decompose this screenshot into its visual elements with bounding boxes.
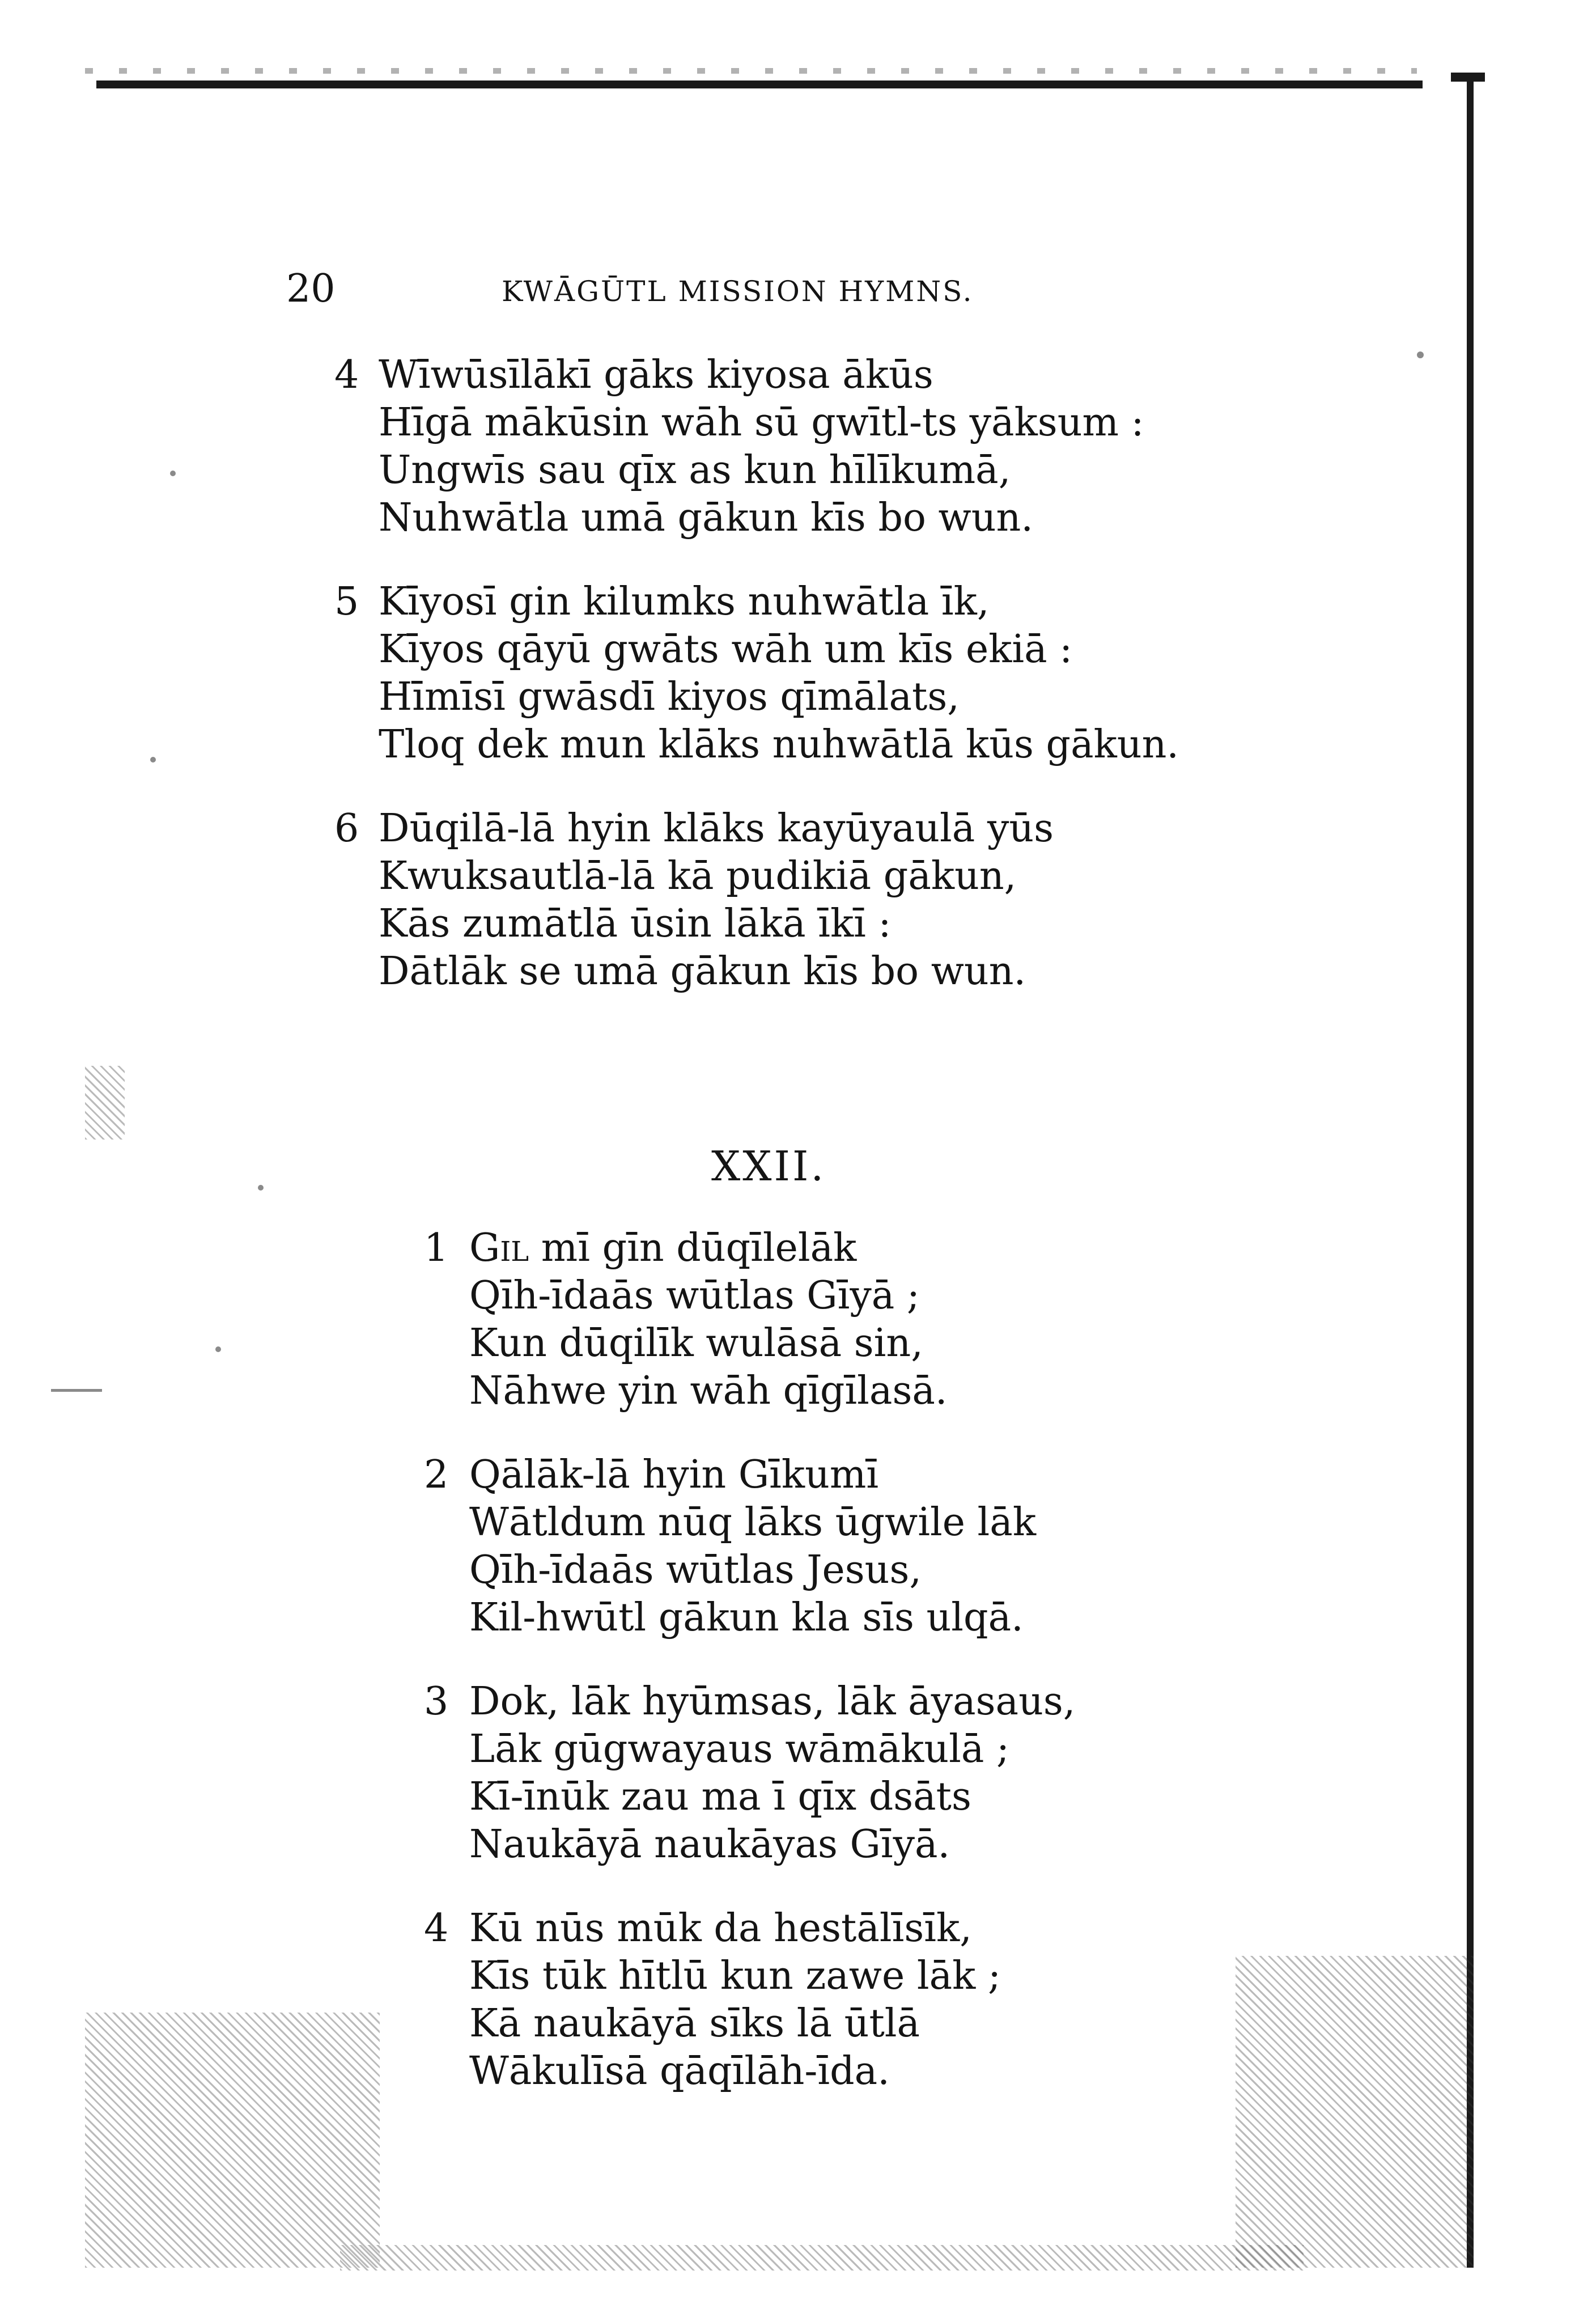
verse-line: Dātlāk se umā gākun kīs bo wun.: [379, 949, 1026, 994]
verse-number: 3: [424, 1679, 449, 1724]
top-rule: [96, 81, 1423, 88]
verse-number: 2: [424, 1452, 449, 1497]
verse-line: Wākulīsā qāqīlāh-īda.: [469, 2049, 890, 2094]
scan-bleed: [85, 1066, 125, 1140]
scan-mark: [51, 1389, 102, 1392]
verse-line: Kīyosī gin kilumks nuhwātla īk,: [379, 579, 990, 624]
verse-block: [469, 1678, 1075, 1869]
verse-line: Kun dūqilīk wulāsā sin,: [469, 1321, 923, 1366]
scan-speck: [258, 1185, 264, 1191]
scan-speck: [1417, 351, 1424, 358]
scan-speck: [170, 471, 176, 476]
scan-bleed: [1236, 1956, 1474, 2268]
verse-line: Kās zumātlā ūsin lākā īkī :: [379, 901, 892, 946]
verse-line: Lāk gūgwayaus wāmākulā ;: [469, 1727, 1009, 1772]
scan-speck: [150, 757, 156, 763]
verse-number: 6: [334, 806, 359, 851]
verse-block: [469, 1905, 1001, 2095]
verse-line: Qīh-īdaās wūtlas Jesus,: [469, 1548, 922, 1592]
verse-line: Wīwūsīlākī gāks kiyosa ākūs: [379, 353, 933, 397]
hymn-title: XXII.: [711, 1142, 826, 1190]
verse-number: 5: [334, 579, 359, 624]
verse-block: [379, 578, 1179, 769]
verse-block: [379, 351, 1144, 542]
verse-line: Kū nūs mūk da hestālīsīk,: [469, 1906, 972, 1951]
verse-line: Wātldum nūq lāks ūgwile lāk: [469, 1500, 1037, 1545]
verse-line-rest: mī gīn dūqīlelāk: [529, 1226, 857, 1270]
verse-line: Nāhwe yin wāh qīgīlasā.: [469, 1369, 948, 1413]
running-head: KWĀGŪTL MISSION HYMNS.: [502, 275, 974, 308]
verse-line: Hīgā mākūsin wāh sū gwītl-ts yāksum :: [379, 400, 1144, 445]
verse-number: 4: [334, 353, 359, 397]
page-number: 20: [286, 266, 336, 311]
drop-word: Gil: [469, 1226, 529, 1270]
verse-line: Kwuksautlā-lā kā pudikiā gākun,: [379, 854, 1017, 899]
verse-line: Dūqilā-lā hyin klāks kayūyaulā yūs: [379, 806, 1054, 851]
verse-line: Kā naukāyā sīks lā ūtlā: [469, 2001, 920, 2046]
scan-speckle-top: [85, 68, 1417, 74]
verse-number: 4: [424, 1906, 449, 1951]
verse-number: 1: [424, 1226, 449, 1270]
verse-line: Hīmīsī gwāsdī kiyos qīmālats,: [379, 675, 960, 719]
verse-line: Ungwīs sau qīx as kun hīlīkumā,: [379, 448, 1011, 493]
verse-block: [379, 805, 1054, 996]
verse-line: Tloq dek mun klāks nuhwātlā kūs gākun.: [379, 722, 1179, 767]
verse-line: Naukāyā naukāyas Gīyā.: [469, 1822, 950, 1867]
verse-line: Kil-hwūtl gākun kla sīs ulqā.: [469, 1595, 1024, 1640]
verse-line: [469, 1225, 948, 1272]
verse-line: Nuhwātla umā gākun kīs bo wun.: [379, 495, 1033, 540]
verse-line: Kīs tūk hītlū kun zawe lāk ;: [469, 1954, 1001, 1998]
verse-line: Kīyos qāyū gwāts wāh um kīs ekiā :: [379, 627, 1073, 672]
scan-speck: [215, 1346, 221, 1352]
verse-line: Dok, lāk hyūmsas, lāk āyasaus,: [469, 1679, 1076, 1724]
scan-bleed: [340, 2245, 1304, 2271]
verse-line: Qīh-īdaās wūtlas Gīyā ;: [469, 1273, 920, 1318]
verse-line: Qālāk-lā hyin Gīkumī: [469, 1452, 879, 1497]
verse-line: Kī-īnūk zau ma ī qīx dsāts: [469, 1774, 971, 1819]
verse-block: [469, 1451, 1036, 1642]
right-rule: [1467, 74, 1474, 2268]
scan-bleed: [85, 2013, 380, 2268]
verse-block: [469, 1225, 948, 1415]
